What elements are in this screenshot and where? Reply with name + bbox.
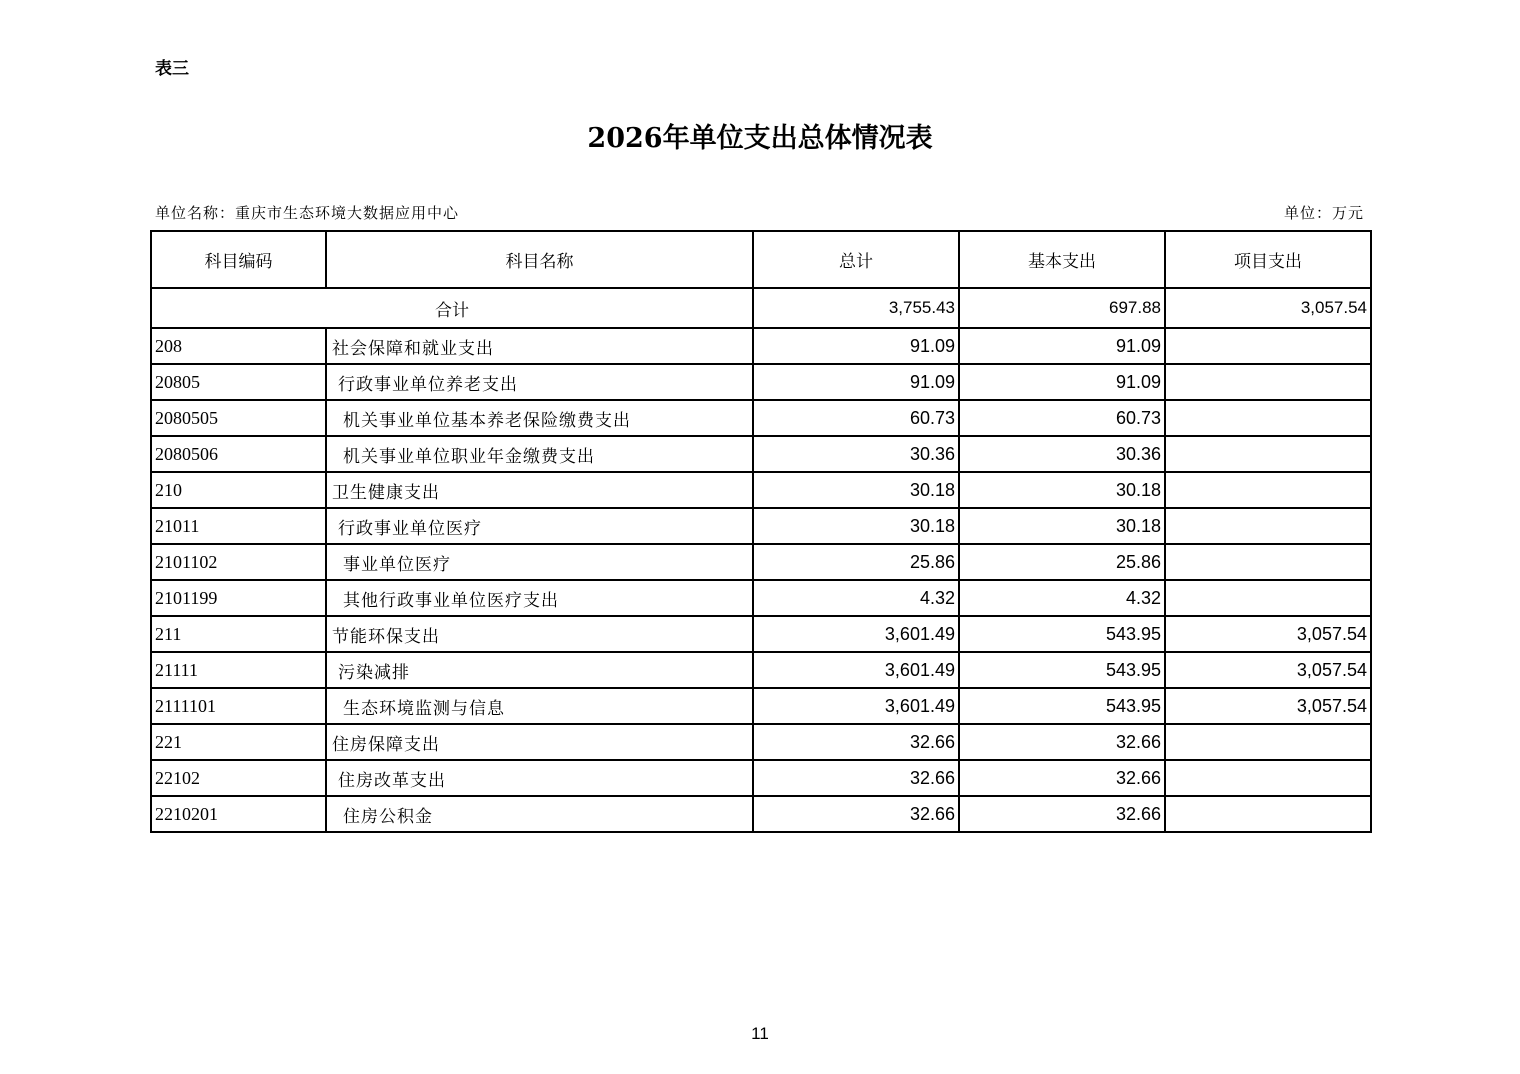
- project-amount: 3,057.54: [1165, 688, 1371, 724]
- basic-amount: 25.86: [959, 544, 1165, 580]
- total-amount: 32.66: [753, 796, 959, 832]
- basic-amount: 543.95: [959, 652, 1165, 688]
- total-row: [151, 288, 1371, 328]
- basic-amount: 30.18: [959, 472, 1165, 508]
- table-row: [151, 472, 1371, 508]
- table-header-row: [151, 231, 1371, 288]
- account-name: 住房保障支出: [326, 724, 753, 760]
- table-row: [151, 364, 1371, 400]
- table-row: [151, 616, 1371, 652]
- account-name: 其他行政事业单位医疗支出: [326, 580, 753, 616]
- column-header-basic: 基本支出: [959, 231, 1165, 288]
- account-name: 住房改革支出: [326, 760, 753, 796]
- table-row: [151, 328, 1371, 364]
- project-amount: [1165, 508, 1371, 544]
- basic-amount: 30.36: [959, 436, 1165, 472]
- account-name: 行政事业单位养老支出: [326, 364, 753, 400]
- total-amount: 3,755.43: [753, 288, 959, 328]
- unit-measure: 单位：万元: [1283, 204, 1364, 222]
- table-row: [151, 688, 1371, 724]
- project-amount: [1165, 472, 1371, 508]
- page-number: 11: [751, 1024, 769, 1043]
- account-code: 2080505: [151, 400, 326, 436]
- project-amount: [1165, 328, 1371, 364]
- account-name: 住房公积金: [326, 796, 753, 832]
- table-row: [151, 652, 1371, 688]
- basic-amount: 32.66: [959, 724, 1165, 760]
- expenditure-table: [150, 230, 1372, 833]
- account-code: 2111101: [151, 688, 326, 724]
- total-amount: 30.18: [753, 472, 959, 508]
- account-name: 生态环境监测与信息: [326, 688, 753, 724]
- column-header-total: 总计: [753, 231, 959, 288]
- column-header-name: 科目名称: [326, 231, 753, 288]
- basic-amount: 32.66: [959, 760, 1165, 796]
- project-amount: [1165, 400, 1371, 436]
- basic-amount: 543.95: [959, 688, 1165, 724]
- column-header-code: 科目编码: [151, 231, 326, 288]
- account-name: 卫生健康支出: [326, 472, 753, 508]
- account-code: 2101102: [151, 544, 326, 580]
- total-label: 合计: [151, 288, 753, 328]
- table-row: [151, 724, 1371, 760]
- project-amount: [1165, 544, 1371, 580]
- total-amount: 25.86: [753, 544, 959, 580]
- basic-amount: 91.09: [959, 364, 1165, 400]
- basic-amount: 4.32: [959, 580, 1165, 616]
- project-amount: [1165, 796, 1371, 832]
- basic-amount: 543.95: [959, 616, 1165, 652]
- total-amount: 30.36: [753, 436, 959, 472]
- project-amount: [1165, 724, 1371, 760]
- table-row: [151, 508, 1371, 544]
- project-amount: [1165, 760, 1371, 796]
- total-amount: 32.66: [753, 760, 959, 796]
- account-code: 221: [151, 724, 326, 760]
- basic-amount: 91.09: [959, 328, 1165, 364]
- page-title: 2026年单位支出总体情况表: [587, 123, 933, 154]
- account-name: 机关事业单位基本养老保险缴费支出: [326, 400, 753, 436]
- account-name: 污染减排: [326, 652, 753, 688]
- total-amount: 3,601.49: [753, 688, 959, 724]
- account-name: 行政事业单位医疗: [326, 508, 753, 544]
- account-code: 208: [151, 328, 326, 364]
- basic-amount: 32.66: [959, 796, 1165, 832]
- total-amount: 91.09: [753, 328, 959, 364]
- table-row: [151, 580, 1371, 616]
- account-code: 22102: [151, 760, 326, 796]
- table-row: [151, 400, 1371, 436]
- account-code: 21011: [151, 508, 326, 544]
- account-code: 2101199: [151, 580, 326, 616]
- total-amount: 30.18: [753, 508, 959, 544]
- account-name: 节能环保支出: [326, 616, 753, 652]
- account-name: 社会保障和就业支出: [326, 328, 753, 364]
- account-code: 2210201: [151, 796, 326, 832]
- account-code: 2080506: [151, 436, 326, 472]
- project-amount: [1165, 580, 1371, 616]
- account-code: 210: [151, 472, 326, 508]
- total-amount: 32.66: [753, 724, 959, 760]
- table-row: [151, 436, 1371, 472]
- total-amount: 3,601.49: [753, 616, 959, 652]
- table-row: [151, 796, 1371, 832]
- total-amount: 60.73: [753, 400, 959, 436]
- account-code: 21111: [151, 652, 326, 688]
- total-project-amount: 3,057.54: [1165, 288, 1371, 328]
- account-code: 211: [151, 616, 326, 652]
- table-row: [151, 760, 1371, 796]
- project-amount: [1165, 364, 1371, 400]
- table-label: 表三: [155, 59, 189, 79]
- table-row: [151, 544, 1371, 580]
- basic-amount: 60.73: [959, 400, 1165, 436]
- total-amount: 3,601.49: [753, 652, 959, 688]
- project-amount: 3,057.54: [1165, 616, 1371, 652]
- basic-amount: 30.18: [959, 508, 1165, 544]
- account-code: 20805: [151, 364, 326, 400]
- project-amount: 3,057.54: [1165, 652, 1371, 688]
- account-name: 机关事业单位职业年金缴费支出: [326, 436, 753, 472]
- column-header-project: 项目支出: [1165, 231, 1371, 288]
- total-amount: 91.09: [753, 364, 959, 400]
- project-amount: [1165, 436, 1371, 472]
- account-name: 事业单位医疗: [326, 544, 753, 580]
- total-amount: 4.32: [753, 580, 959, 616]
- total-basic-amount: 697.88: [959, 288, 1165, 328]
- unit-name: 单位名称：重庆市生态环境大数据应用中心: [155, 204, 460, 222]
